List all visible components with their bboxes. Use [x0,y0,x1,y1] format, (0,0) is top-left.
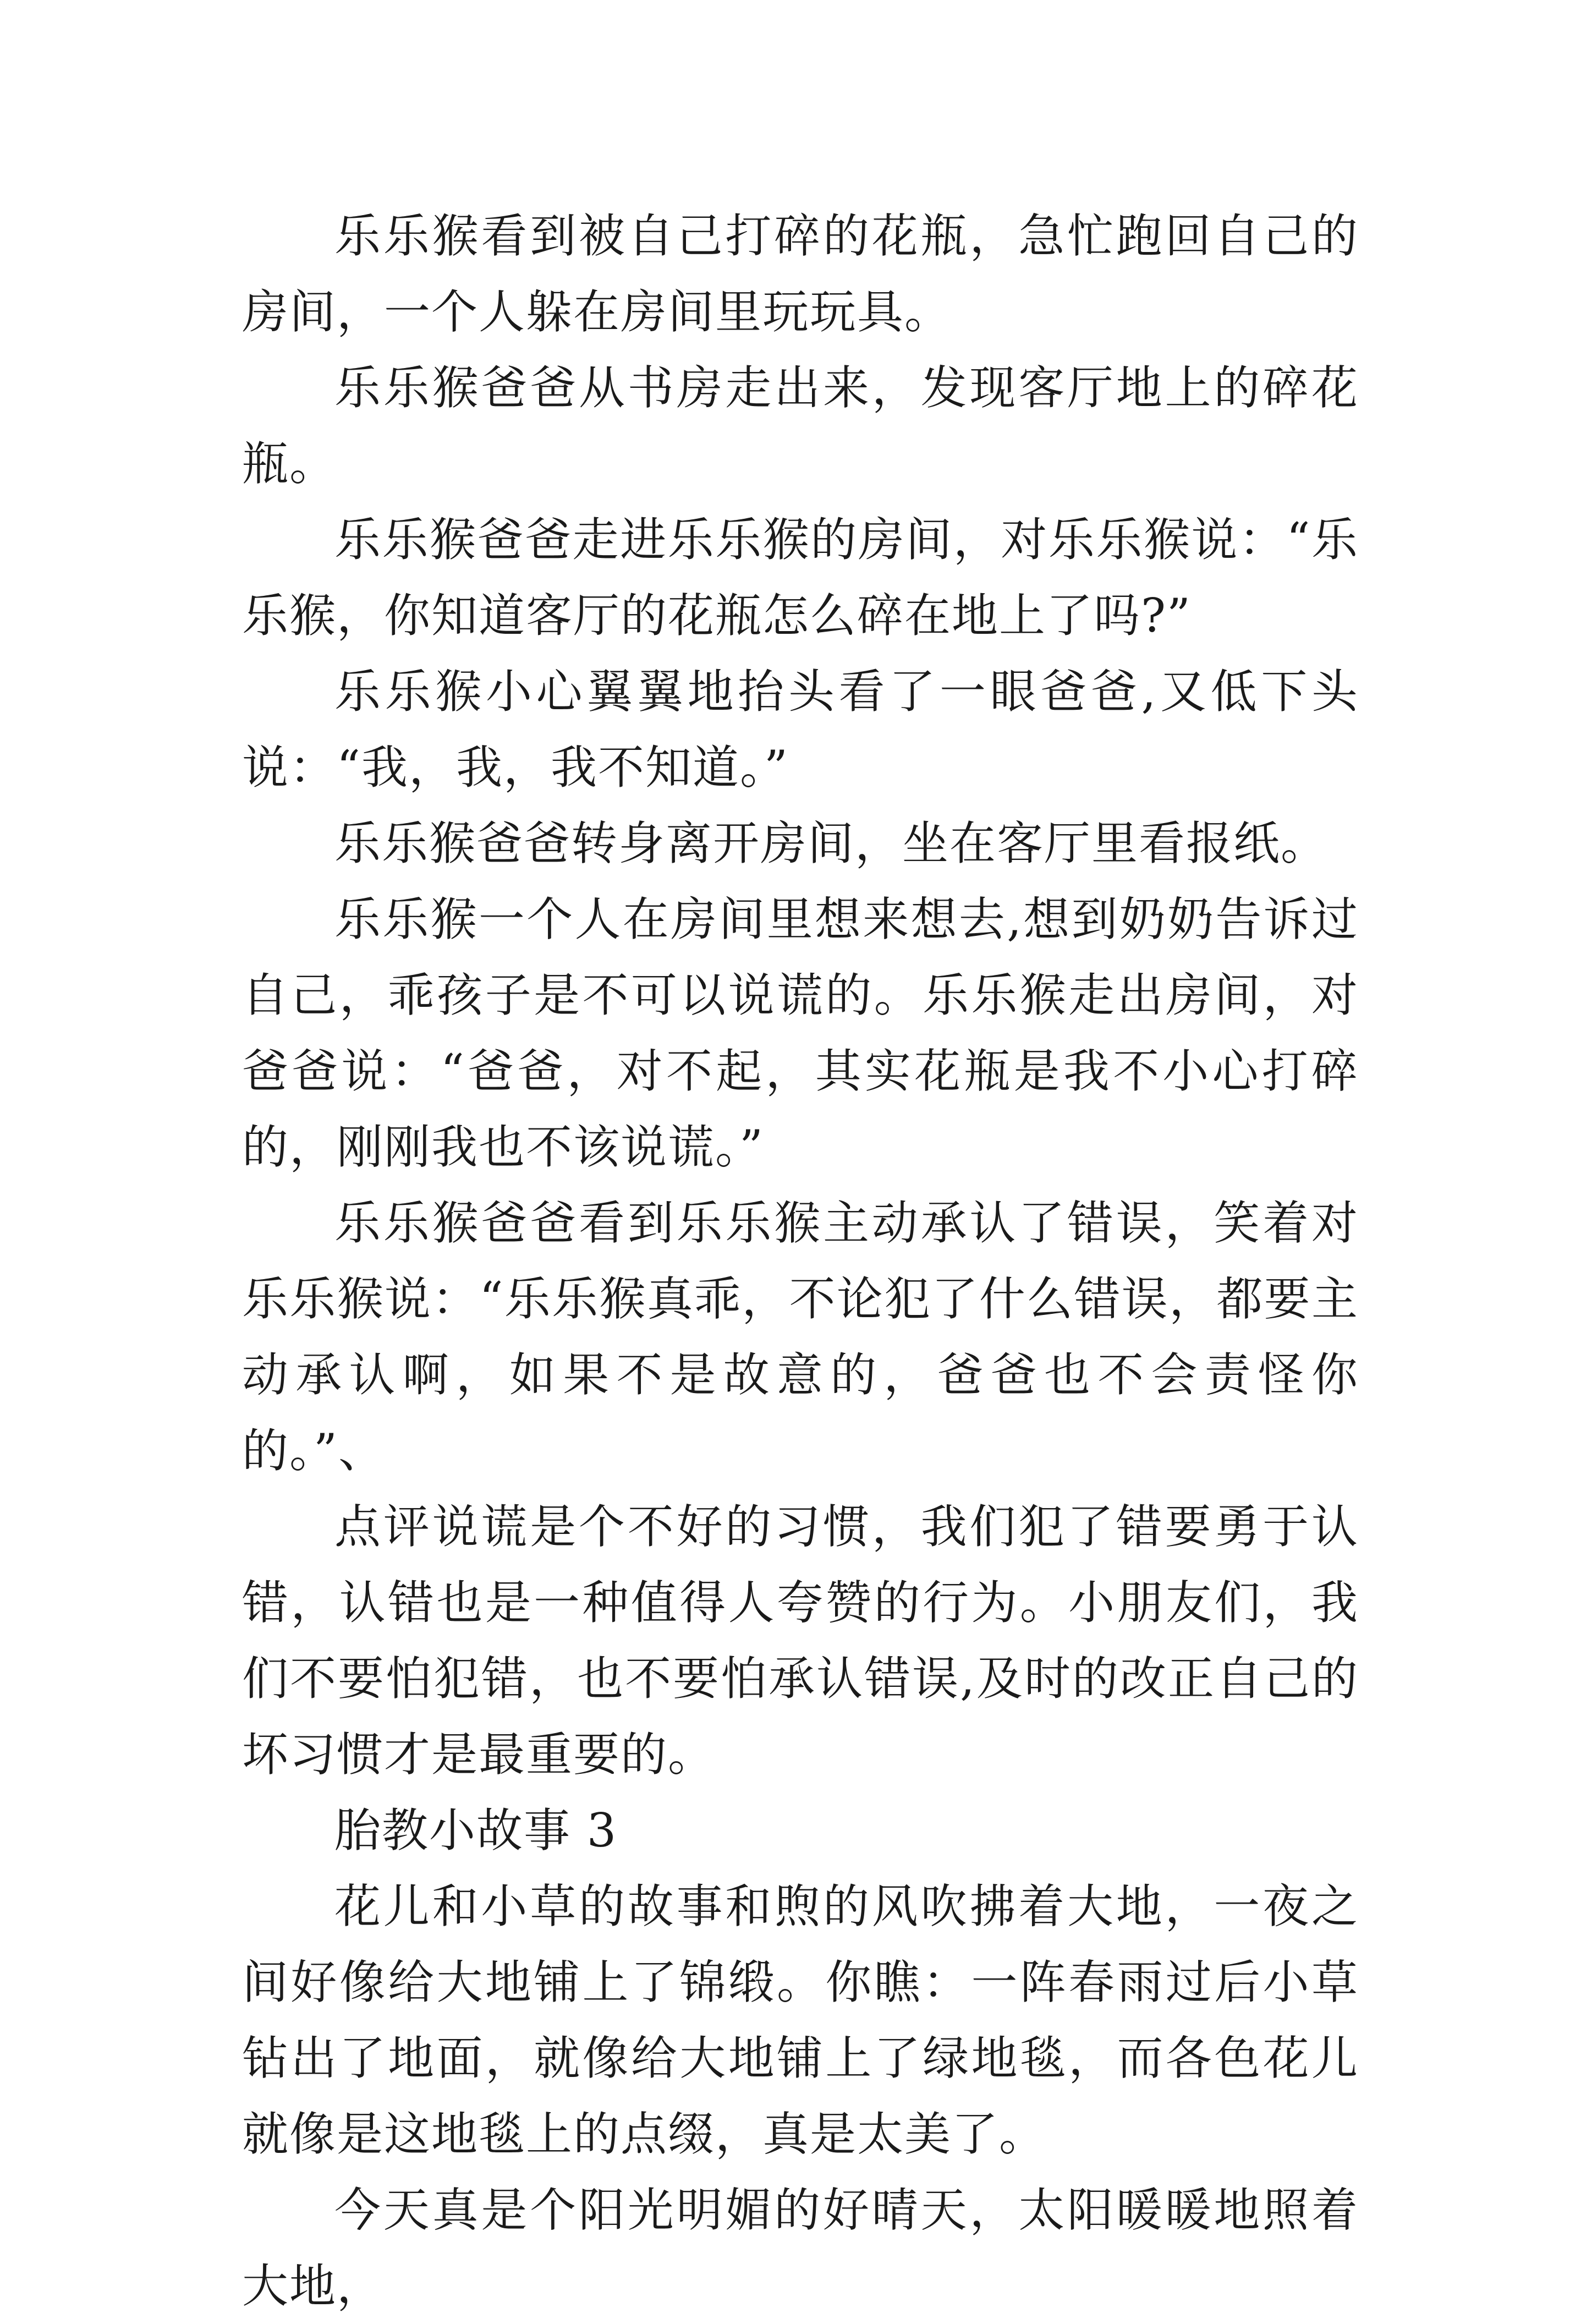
paragraph-7: 乐乐猴爸爸看到乐乐猴主动承认了错误，笑着对乐乐猴说：“乐乐猴真乖，不论犯了什么错误，都要主动承认啊，如果不是故意的，爸爸也不会责怪你的。”、 [242,1196,1359,1478]
paragraph-4: 乐乐猴小心翼翼地抬头看了一眼爸爸,又低下头说：“我，我，我不知道。” [242,665,1359,794]
document-body [242,198,1359,2324]
paragraph-3: 乐乐猴爸爸走进乐乐猴的房间，对乐乐猴说：“乐乐猴，你知道客厅的花瓶怎么碎在地上了吗?” [242,513,1359,643]
paragraph-1: 乐乐猴看到被自己打碎的花瓶，急忙跑回自己的房间，一个人躲在房间里玩玩具。 [242,209,1359,339]
section-heading: 胎教小故事 3 [334,1804,618,1857]
paragraph-6: 乐乐猴一个人在房间里想来想去,想到奶奶告诉过自己，乖孩子是不可以说谎的。乐乐猴走出房间，对爸爸说：“爸爸，对不起，其实花瓶是我不小心打碎的，刚刚我也不该说谎。” [242,892,1359,1174]
paragraph-9: 花儿和小草的故事和煦的风吹拂着大地，一夜之间好像给大地铺上了锦缎。你瞧：一阵春雨过后小草钻出了地面，就像给大地铺上了绿地毯，而各色花儿就像是这地毯上的点缀，真是太美了。 [242,1879,1359,2161]
paragraph-10: 今天真是个阳光明媚的好晴天，太阳暖暖地照着大地， [242,2183,1359,2313]
paragraph-2: 乐乐猴爸爸从书房走出来，发现客厅地上的碎花瓶。 [242,361,1359,491]
paragraph-5: 乐乐猴爸爸转身离开房间，坐在客厅里看报纸。 [334,816,1329,870]
paragraph-8: 点评说谎是个不好的习惯，我们犯了错要勇于认错，认错也是一种值得人夸赞的行为。小朋友们，我们不要怕犯错，也不要怕承认错误,及时的改正自己的坏习惯才是最重要的。 [242,1500,1359,1782]
